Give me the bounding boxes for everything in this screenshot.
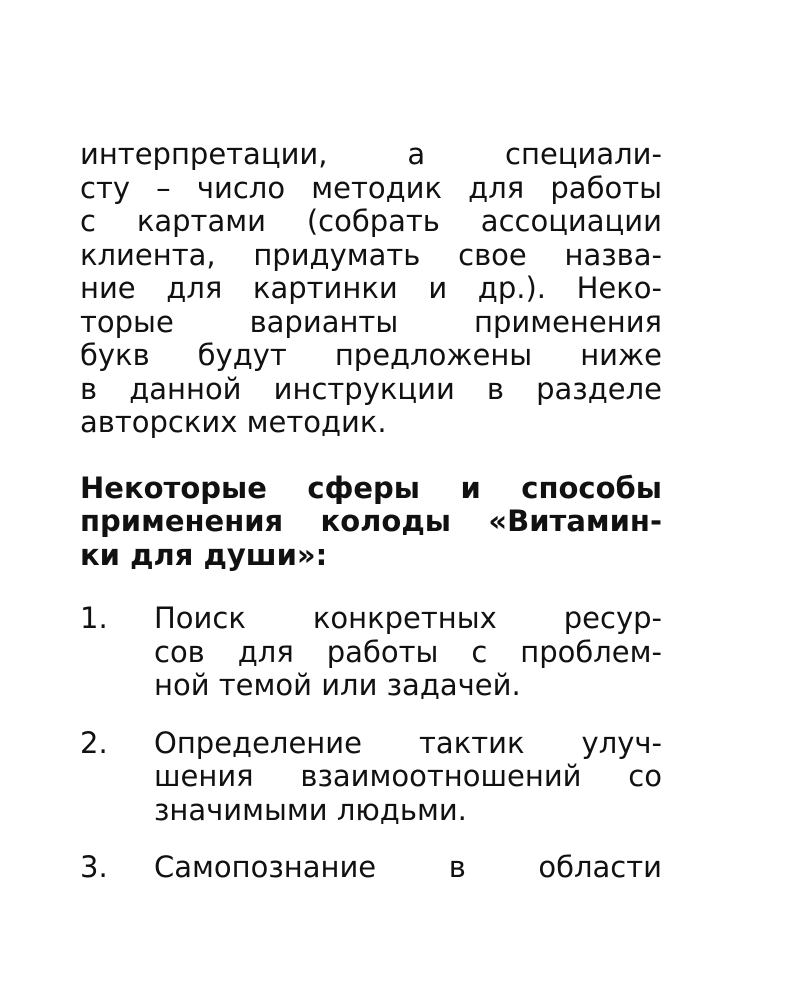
book-page bbox=[80, 138, 662, 909]
text-line: сов для работы с проблем- bbox=[154, 634, 662, 669]
text-line: букв будут предложены ниже bbox=[80, 338, 662, 372]
text-line: интерпретации, а специали- bbox=[80, 137, 662, 171]
text-line: шения взаимоотношений со bbox=[154, 759, 662, 793]
list-item bbox=[80, 727, 662, 828]
list-item-text bbox=[154, 602, 662, 703]
list-item-text bbox=[154, 851, 662, 885]
list-number: 3. bbox=[80, 850, 108, 884]
text-line: Поиск конкретных ресур- bbox=[154, 601, 662, 635]
text-line: в данной инструкции в разделе bbox=[80, 371, 662, 406]
heading-line: ки для души»: bbox=[80, 537, 328, 572]
text-line: с картами (собрать ассоциации bbox=[80, 204, 662, 238]
section-heading bbox=[80, 472, 662, 573]
list-item bbox=[80, 851, 662, 885]
heading-line: применения колоды «Витамин- bbox=[80, 504, 662, 538]
heading-line: Некоторые сферы и способы bbox=[80, 470, 662, 505]
text-line: ной темой или задачей. bbox=[154, 668, 521, 702]
list-number: 2. bbox=[80, 725, 108, 760]
text-line: Определение тактик улуч- bbox=[154, 725, 662, 760]
text-line: торые варианты применения bbox=[80, 304, 662, 339]
list-item-text bbox=[154, 727, 662, 828]
text-line: авторских методик. bbox=[80, 405, 387, 439]
list-item bbox=[80, 602, 662, 703]
intro-paragraph bbox=[80, 138, 662, 440]
list-number: 1. bbox=[80, 601, 108, 635]
text-line: Самопознание в области bbox=[154, 850, 662, 884]
text-line: ние для картинки и др.). Неко- bbox=[80, 271, 662, 305]
text-line: сту – число методик для работы bbox=[80, 170, 662, 205]
numbered-list bbox=[80, 602, 662, 885]
text-line: клиента, придумать свое назва- bbox=[80, 237, 662, 272]
text-line: значимыми людьми. bbox=[154, 792, 467, 827]
